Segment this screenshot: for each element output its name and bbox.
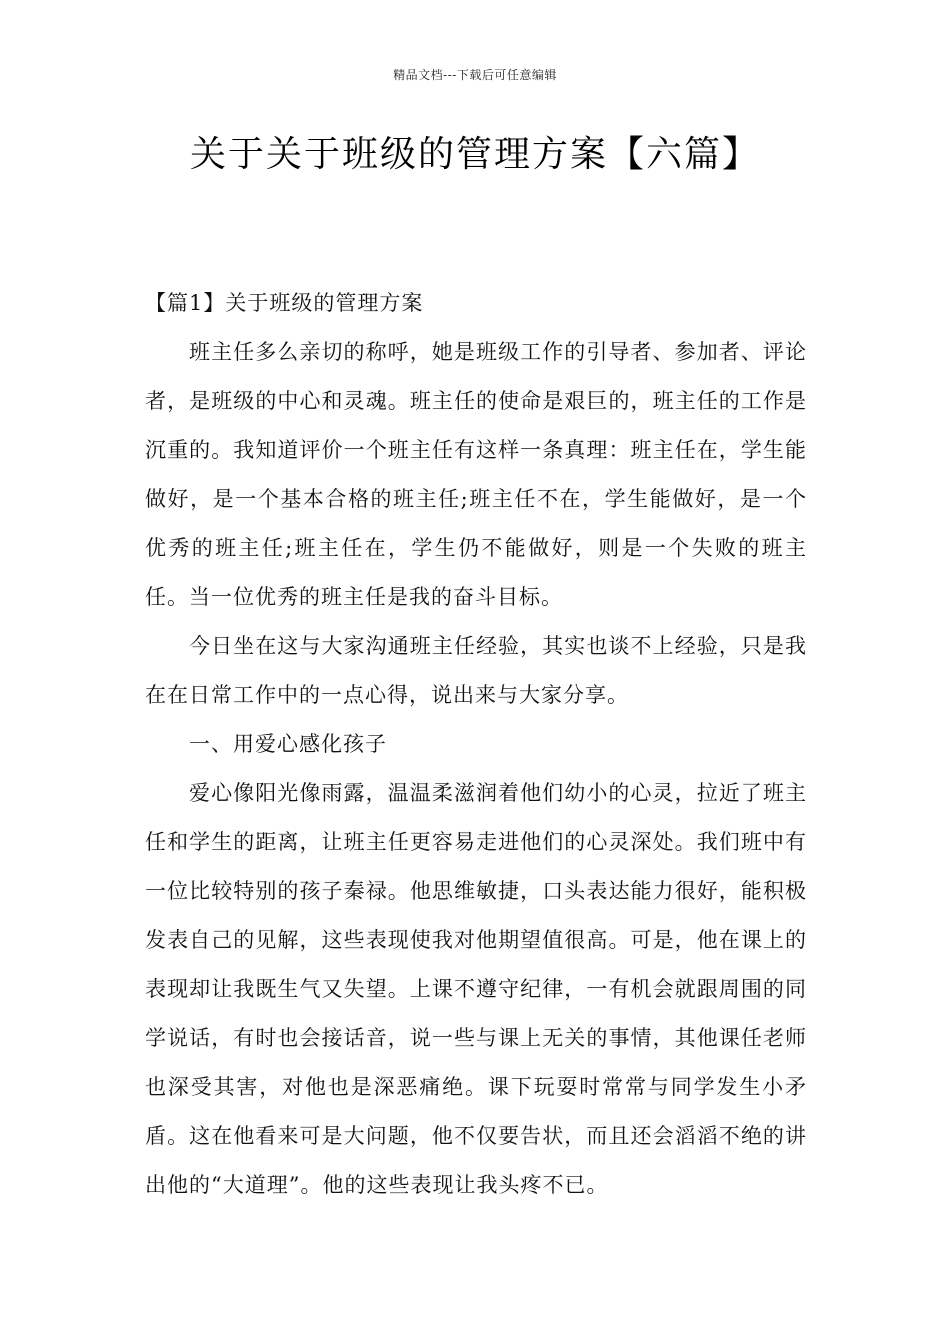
document-title: 关于关于班级的管理方案【六篇】 — [189, 134, 760, 175]
paragraph-2: 今日坐在这与大家沟通班主任经验，其实也谈不上经验，只是我在在日常工作中的一点心得，说出来与大家分享。 — [145, 634, 807, 707]
section-heading: 【篇1】关于班级的管理方案 — [145, 291, 424, 315]
paragraph-3: 爱心像阳光像雨露，温温柔滋润着他们幼小的心灵，拉近了班主任和学生的距离，让班主任更容易走进他们的心灵深处。我们班中有一位比较特别的孩子秦禄。他思维敏捷，口头表达能力很好，能积极发表自己的见解，这些表现使我对他期望值很高。可是，他在课上的表现却让我既生气又失望。上课不遵守纪律，一有机会就跟周围的同学说话，有时也会接话音，说一些与课上无关的事情，其他课任老师也深受其害，对他也是深恶痛绝。课下玩耍时常常与同学发生小矛盾。这在他看来可是大问题，他不仅要告状，而且还会滔滔不绝的讲出他的“大道理”。他的这些表现让我头疼不已。 — [145, 781, 807, 1197]
header-note: 精品文档---下载后可任意编辑 — [393, 68, 557, 82]
subheading-love: 一、用爱心感化孩子 — [189, 732, 387, 756]
paragraph-1: 班主任多么亲切的称呼，她是班级工作的引导者、参加者、评论者，是班级的中心和灵魂。班主任的使命是艰巨的，班主任的工作是沉重的。我知道评价一个班主任有这样一条真理：班主任在，学生能做好，是一个基本合格的班主任;班主任不在，学生能做好，是一个优秀的班主任;班主任在，学生仍不能做好，则是一个失败的班主任。当一位优秀的班主任是我的奋斗目标。 — [145, 340, 807, 609]
document-body — [145, 279, 807, 1210]
